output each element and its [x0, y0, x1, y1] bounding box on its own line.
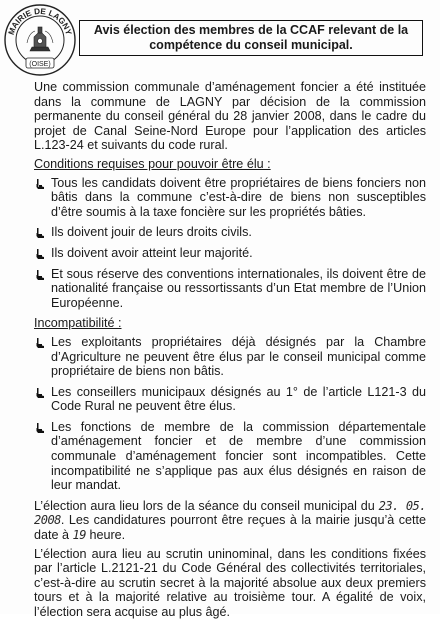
- hand-pointer-icon: [34, 226, 48, 240]
- intro-paragraph: Une commission communale d’aménagement foncier a été instituée dans la commune de LAGNY par décision de la commission permanente du conseil général du 28 janvier 2008, dans le cadre du projet de Canal Seine-Nord Europe pour l’application des articles L.123-24 et suivants du code rural.: [34, 80, 426, 153]
- hand-pointer-icon: [34, 336, 48, 350]
- handwritten-date: 23. 05. 2008: [34, 498, 426, 528]
- election-paragraph-rules: L’élection aura lieu au scrutin uninominal, dans les conditions fixées par l’article L.2121-21 du Code Général des collectivités territoriales, c’est-à-dire au scrutin secret à la majorité absolue aux deux premiers tours et à la majorité relative au troisième tour. A égalité de voix, l’élection sera acquise au plus âgé.: [34, 546, 426, 619]
- condition-text: Ils doivent avoir atteint leur majorité.: [51, 245, 253, 260]
- svg-text:(OISE): (OISE): [29, 61, 51, 68]
- hand-pointer-icon: [34, 247, 48, 261]
- condition-text: Et sous réserve des conventions internationales, ils doivent être de nationalité française ou ressortissants d’un Etat membre de l’Union Européenne.: [51, 266, 426, 310]
- notice-title-line-1: Avis élection des membres de la CCAF relevant de la: [93, 23, 409, 37]
- incompatibility-item: [34, 420, 426, 493]
- hand-pointer-icon: [34, 386, 48, 400]
- incompatibility-item: [34, 335, 426, 379]
- incompatibility-text: Les conseillers municipaux désignés au 1° de l’article L121-3 du Code Rural ne peuvent être élus.: [51, 384, 426, 414]
- mairie-seal-stamp: [3, 3, 77, 77]
- condition-text: Ils doivent jouir de leurs droits civils.: [51, 225, 252, 240]
- condition-item: [34, 246, 426, 261]
- election-paragraph-date: [34, 499, 426, 543]
- incompatibility-text: Les fonctions de membre de la commission départementale d’aménagement foncier et de membre d’une commission communale d’aménagement foncier sont incompatibles. Cette incompatibilité ne s’applique pas aux élus désignés en raison de leur mandat.: [51, 419, 426, 493]
- incompatibility-item: [34, 385, 426, 414]
- notice-body: [34, 80, 426, 624]
- notice-title-line-2: compétence du conseil municipal.: [149, 38, 353, 52]
- conditions-heading: Conditions requises pour pouvoir être élu :: [34, 156, 271, 171]
- incompatibility-text: Les exploitants propriétaires déjà désignés par la Chambre d’Agriculture ne peuvent être élus par le conseil municipal comme propriétaire de biens non bâtis.: [51, 334, 426, 379]
- election-text-middle: . Les candidatures pourront être reçues à la mairie jusqu’à cette date à: [34, 513, 426, 543]
- condition-item: [34, 225, 426, 240]
- election-text-after: heure.: [85, 528, 126, 543]
- election-text-before-date: L’élection aura lieu lors de la séance du conseil municipal du: [34, 498, 375, 513]
- condition-item: [34, 176, 426, 220]
- condition-item: [34, 267, 426, 311]
- hand-pointer-icon: [34, 177, 48, 191]
- hand-pointer-icon: [34, 421, 48, 435]
- hand-pointer-icon: [34, 268, 48, 282]
- handwritten-hour: 19: [72, 528, 86, 543]
- svg-text:MAIRIE DE LAGNY: MAIRIE DE LAGNY: [6, 6, 74, 37]
- seal-graphic: [3, 3, 77, 77]
- condition-text: Tous les candidats doivent être propriétaires de biens fonciers non bâtis dans la commune c’est-à-dire de biens non susceptibles d’être soumis à la taxe foncière sur les propriétés bâties.: [51, 175, 426, 219]
- incompatibility-heading: Incompatibilité :: [34, 316, 122, 331]
- notice-title-box: [79, 20, 423, 56]
